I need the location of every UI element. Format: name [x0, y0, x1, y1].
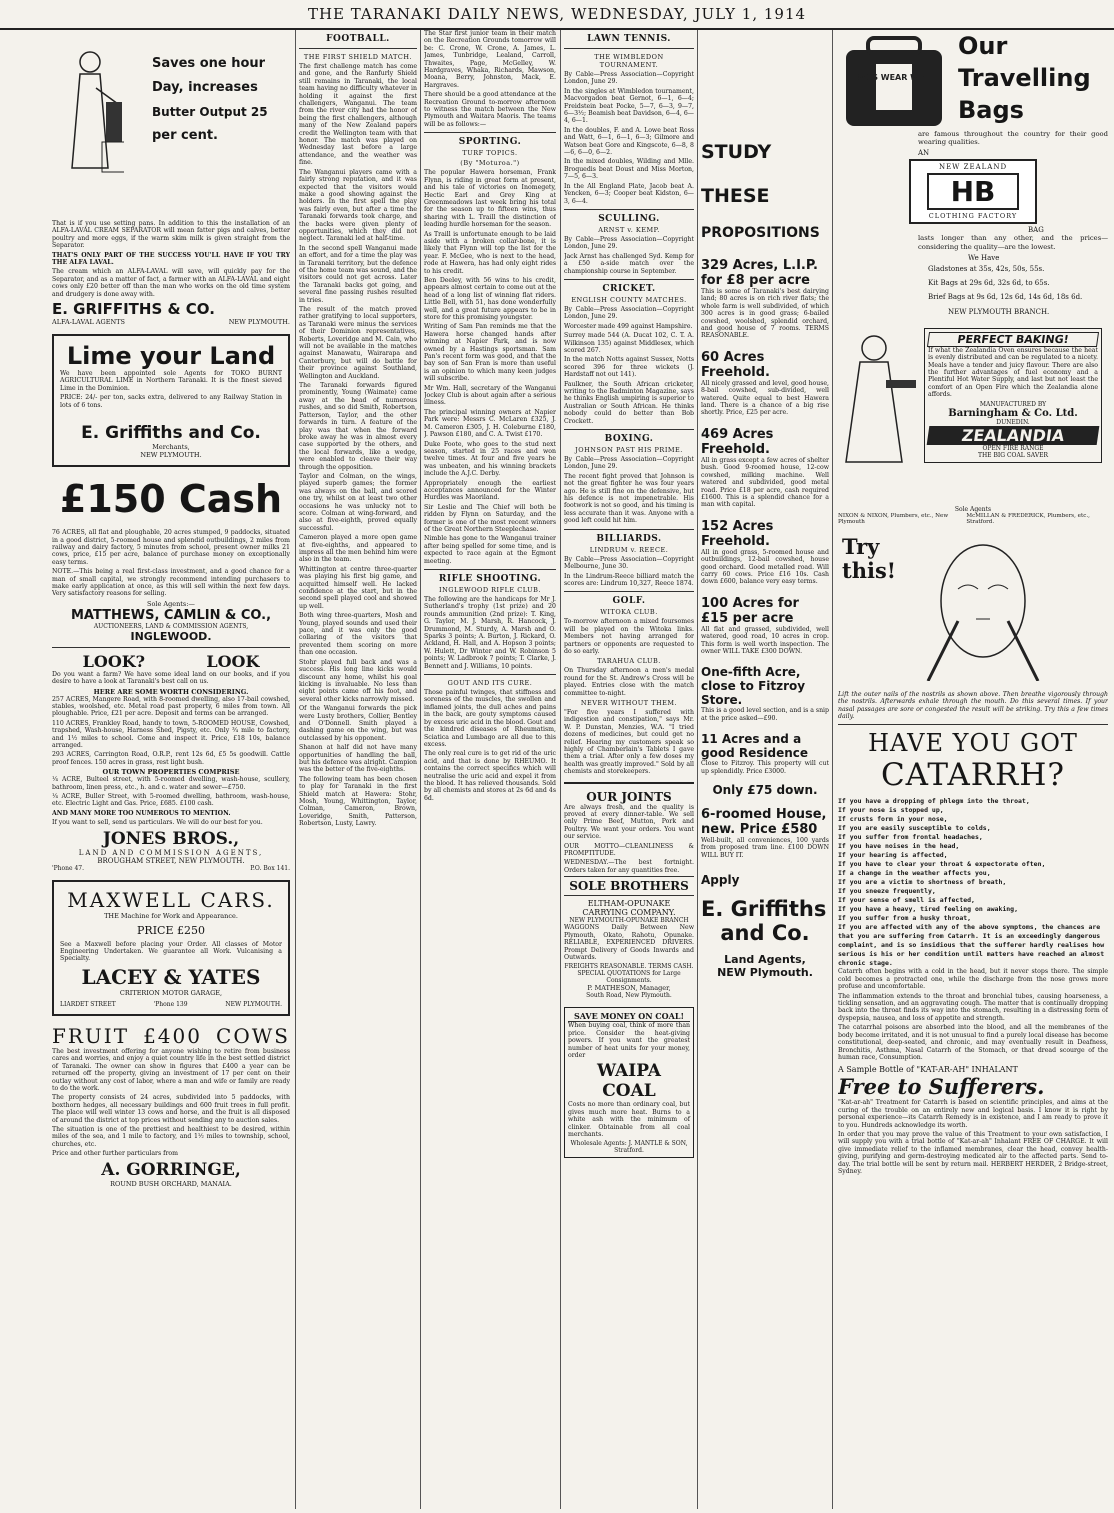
- symptom-line: If a change in the weather affects you,: [838, 869, 991, 878]
- football-para-1: The first challenge match has come and gone, and the Ranfurly Shield still remains in Taranaki, the local team having no difficulty whatever in holding it against the first challengers, Wanganui. The team from the river city had the honor of being the first challengers, although many of the New Zealand papers credit the Wellington team with that honor. The match was played on Wednesday last before a large attendance, and the weather was fine.: [299, 63, 417, 167]
- listing-8-head: 6-roomed House, new. Price £580: [701, 807, 827, 837]
- symptom-line: If your nose is stopped up,: [838, 806, 944, 815]
- bags-title-2: Travelling: [958, 64, 1091, 92]
- column-rule: [295, 30, 296, 1509]
- symptom-line: If you have noises in the head,: [838, 842, 960, 851]
- catarrh-para-1: Catarrh often begins with a cold in the head, but it never stops there. The simple cold becomes a protracted one, while the discharge from the nose grows more profuse and uncomfortable.: [838, 968, 1108, 991]
- wimbledon-heading: THE WIMBLEDON TOURNAMENT.: [594, 53, 664, 69]
- catarrh-title: CATARRH?: [880, 757, 1066, 794]
- symptom-line: If your hearing is affected,: [838, 851, 948, 860]
- bags-bag-word: BAG: [1028, 226, 1044, 235]
- separator-headline-4: per cent.: [152, 128, 218, 143]
- bags-an: AN: [918, 149, 930, 158]
- jones-phone: 'Phone 47.: [52, 864, 85, 872]
- freights: FREIGHTS REASONABLE. TERMS CASH.: [564, 963, 694, 971]
- zealandia-mcmillan: McMILLAN & FREDERICK, Plumbers, etc., Stratford.: [966, 512, 1090, 525]
- cricket-para-2: Worcester made 499 against Hampshire.: [564, 322, 693, 330]
- turf-para-4: Writing of Sam Pan reminds me that the Hawera horse changed hands after winning at Napier Park, and is now owned by a Hastings sportsman. Sam Pan's recent form was good, and that the bay son of San Fran is more than useful is an opinion to which many keen judges will subscribe.: [424, 323, 556, 383]
- maxwell-phone: 'Phone 139: [153, 1000, 188, 1008]
- column-3: [424, 30, 556, 1508]
- apply-word: Apply: [701, 873, 740, 888]
- turf-para-8: Appropriately enough the earliest acceptances announced for the Winter Hurdles was Maoriland.: [424, 479, 556, 502]
- griffiths-firm-2: and Co.: [720, 921, 810, 946]
- listing-1-head: 329 Acres, L.I.P. for £8 per acre: [701, 258, 818, 288]
- listing-4-head: 152 Acres Freehold.: [701, 518, 774, 549]
- football-para-5: The Taranaki forwards figured prominently, Young (Waimate) came away at the head of numerous rushes, and so did Smith, Robertson, Patterson, Taylor, and the other forwards in turn. A feature of the play was that when the forward broke away he was in almost every case supported by the others, and the local forwards, like a wedge, were enabled to cleave their way through the opposition.: [299, 382, 417, 471]
- separator-text-2: THAT'S ONLY PART OF THE SUCCESS YOU'LL HAVE IF YOU TRY THE ALFA LAVAL.: [52, 251, 290, 267]
- look-listing-1: 257 ACRES, Mangere Road, with 8-roomed dwelling, also 17-bail cowshed, stables, woolshed, etc. Metal road past property, 6 miles from town. All ploughable. Price, £21 per acre. Deposit and terms can be arranged.: [52, 695, 290, 718]
- free-to-sufferers: Free to Sufferers.: [838, 1074, 1045, 1100]
- maxwell-text: See a Maxwell before placing your Order. All classes of Motor Engineering Undertaken. We guarantee all Work. Vulcanising a Specialty.: [60, 940, 282, 963]
- special-quotes: SPECIAL QUOTATIONS for Large Consignments.: [577, 970, 681, 985]
- column-rule: [832, 30, 833, 1509]
- never-without-heading: NEVER WITHOUT THEM.: [580, 698, 678, 707]
- woman-baking-illustration: [838, 326, 918, 466]
- tarahua-heading: TARAHUA CLUB.: [597, 657, 661, 666]
- nostril-demo-illustration: [918, 531, 1048, 681]
- joints-para: Are always fresh, and the quality is proved at every dinner-table. We sell only Prime Beef, Mutton, Pork and Poultry. We want your orders. You want our service.: [564, 803, 694, 841]
- maxwell-firm: LACEY & YATES: [81, 964, 261, 989]
- cash-town: INGLEWOOD.: [130, 629, 212, 643]
- fruit-word-3: COWS: [216, 1023, 290, 1048]
- bags-we-have: We Have: [968, 253, 1000, 262]
- football-para-10: Stohr played full back and was a success. His long line kicks would discount any home, whilst his goal kicking is invaluable. No less than eight points came off his foot, and several other kicks narrowly missed.: [299, 658, 417, 703]
- zealandia-maker: Barningham & Co. Ltd.: [948, 407, 1078, 419]
- joints-title: OUR JOINTS: [586, 789, 672, 804]
- fruit-text-1: The best investment offering for anyone wishing to retire from business cares and worries, and enjoy a quiet country life in the best settled district of Taranaki. The owner can show in figures that £400 a year can be returned off the property, giving an investment of 17 per cent on their outlay without any cost of labor, where a man and wife or family are ready to do the work.: [52, 1047, 290, 1092]
- junior-team-para: The Star first junior team in their match on the Recreation Grounds tomorrow will be: C. Crone, W. Crone, A. James, L. James, Tunbridge, Lealand, Carroll, Thwaites, Page, McGelley, W. Hardgraves, Whaka, Richards, Mawson, Moana, Berry, Johnston, Mack, E. Hargraves.: [424, 30, 556, 89]
- symptom-line: If your sense of smell is affected,: [838, 896, 975, 905]
- look-intro: Do you want a farm? We have some ideal land on our books, and if you desire to have a look at Taranaki's best call on us.: [52, 670, 290, 686]
- separator-agents: ALFA-LAVAL AGENTS: [52, 318, 125, 327]
- bags-text-2: lasts longer than any other, and the prices—considering the quality—are the lowest.: [918, 234, 1108, 251]
- perfect-baking: PERFECT BAKING!: [927, 332, 1099, 347]
- johnson-heading: JOHNSON PAST HIS PRIME.: [575, 446, 683, 455]
- cash-text-1: 76 ACRES, all flat and ploughable, 20 acres stumped, 9 paddocks, situated in a good district, 5-roomed house and splendid outbuildings, 2 miles from railway and dairy factory, 5 minutes from school, present owner milks 21 cows, price, £15 per acre, balance of purchase money on exceptionally easy terms.: [52, 529, 290, 566]
- gorringe-address: ROUND BUSH ORCHARD, MANAIA.: [110, 1179, 232, 1188]
- separator-town: NEW PLYMOUTH.: [228, 318, 290, 327]
- cash-text-2: NOTE.—This being a real first-class investment, and a good chance for a man of small capital, we strongly recommend intending purchasers to make early application at once, as this will sell within the next few days. Very satisfactory reasons for selling.: [52, 568, 290, 598]
- eltham-address: South Road, New Plymouth.: [586, 992, 672, 1000]
- football-para-6: Taylor and Colman, on the wings, played superb games; the former was always on the ball, and scored one try, whilst on at least two other occasions he was unlucky not to score. Colman at wing-forward, and also at five-eighth, proved equally successful.: [299, 472, 417, 532]
- jones-firm: JONES BROS.,: [102, 828, 240, 849]
- shield-heading: THE FIRST SHIELD MATCH.: [303, 53, 413, 61]
- lime-text-2: PRICE: 24/- per ton, sacks extra, delivered to any Railway Station in lots of 6 tons.: [60, 394, 282, 409]
- hb-logo-mark: HB: [927, 173, 1019, 210]
- wagons-para: WAGGONS Daily Between New Plymouth, Okato, Rahotu, Opunake. RELIABLE, EXPERIENCED DRIVERS. Prompt Delivery of Goods Inwards and Outwards.: [564, 924, 694, 961]
- sporting-heading: SPORTING.: [458, 137, 522, 148]
- inglewood-rifle-heading: INGLEWOOD RIFLE CLUB.: [439, 586, 541, 594]
- bags-list-3: Brief Bags at 9s 6d, 12s 6d, 14s 6d, 18s 6d.: [928, 292, 1083, 301]
- gorringe-firm: A. GORRINGE,: [101, 1159, 241, 1180]
- coal-para-2: Costs no more than ordinary coal, but gives much more heat. Burns to a white ash with the minimum of clinker. Obtainable from all coal merchants.: [568, 1101, 690, 1138]
- catarrh-para-5: In order that you may prove the value of this Treatment to your own satisfaction, I will supply you with a trial bottle of "Kat-ar-ah" Inhalant FREE OF CHARGE. It will give immediate relief to the inflamed membranes, clear the head, convey health-giving, purifying and germ-destroying medicated air to the affected parts. Send to-day. The trial bottle will be sent by return mail. HERBERT HERDER, 2 Bridge-street, Sydney.: [838, 1130, 1108, 1175]
- look-listing-4: ¼ ACRE, Bulteel street, with 5-roomed dwelling, wash-house, scullery, bathroom, linen press, etc., h. and c. water and sewer—£750.: [52, 776, 290, 791]
- football-para-7: Cameron played a more open game at five-eighths, and appeared to impress all the men behind him were also in the team.: [299, 534, 417, 564]
- separator-text-1: That is if you use setting pans. In addition to this the installation of an ALFA-LAVAL CREAM SEPARATOR will mean fatter pigs and calves, better poultry and more eggs, if the warm skim milk is given straight from the Separator.: [52, 220, 290, 250]
- symptom-line: If you are easily susceptible to colds,: [838, 824, 991, 833]
- maxwell-ad: [52, 880, 290, 1016]
- waipa-coal-ad: [564, 1007, 694, 1158]
- listing-5-text: All flat and grassed, subdivided, well watered, good road, 10 acres in crop. This form is well worth inspection. The owner WILL TAKE £300 DOWN.: [701, 625, 829, 655]
- sculling-para-2: Jack Arnst has challenged Syd. Kemp for a £50 a-side match over the championship course in September.: [564, 252, 694, 275]
- cricket-para-5: Faulkner, the South African cricketer, writing to the Badminton Magazine, says he thinks English umpiring is superior to Australian or South African. He thinks nobody could do better than Bob Crockett.: [564, 380, 694, 425]
- tennis-para-4: In the mixed doubles, Wilding and Mlle. Broquedis beat Doust and Miss Morton, 7—5, 6—3.: [564, 158, 694, 181]
- have-you-got: HAVE YOU GOT: [868, 729, 1078, 758]
- zealandia-ad: [838, 326, 1108, 476]
- cricket-heading: CRICKET.: [602, 283, 656, 294]
- separator-headline-3: Butter Output 25: [152, 105, 268, 119]
- cash-role: AUCTIONEERS, LAND & COMMISSION AGENTS,: [93, 622, 249, 630]
- football-para-9: Both wing three-quarters, Mosh and Young, played sounds and used their pace, and it was only the good collaring of the visitors that prevented them scoring on more than one occasion.: [299, 612, 417, 657]
- bags-title-1: Our: [958, 32, 1008, 60]
- joints-motto: OUR MOTTO—CLEANLINESS & PROMPTITUDE.: [564, 842, 694, 858]
- coal-title: WAIPA COAL: [597, 1061, 661, 1102]
- column-5: [701, 30, 829, 1508]
- symptom-line: If you are a victim to shortness of breath,: [838, 878, 1007, 887]
- lime-town: NEW PLYMOUTH.: [140, 451, 202, 460]
- turf-para-5: Mr Wm. Hall, secretary of the Wanganui Jockey Club is about again after a serious illness.: [424, 384, 556, 407]
- cricket-para-3: Surrey made 544 (A. Ducat 102, C. T. A. Wilkinson 135) against Middlesex, which scored 267.: [564, 332, 694, 354]
- catarrh-para-3: The catarrhal poisons are absorbed into the blood, and all the membranes of the body become irritated, and it is not unusual to find a purely local disease has become constitutional, deep-seated, and chronic, and may eventually result in Deafness, Bronchitis, Asthma, Nasal Catarrh of the Stomach, or that dread scourge of the human race, Consumption.: [838, 1024, 1108, 1061]
- turf-para-9: Sir Leslie and The Chief will both be ridden by Flynn on Saturday, and the former is one of the most recent winners of the Great Northern Steeplechase.: [424, 503, 556, 533]
- fruit-text-3: The situation is one of the prettiest and healthiest to be desired, within miles of the sea, and 1 mile to factory, and 1½ miles to township, school, churches, etc.: [52, 1125, 290, 1148]
- jones-box: P.O. Box 141.: [250, 864, 290, 872]
- woman-at-separator-illustration: [56, 48, 124, 178]
- coal-top: SAVE MONEY ON COAL!: [568, 1011, 690, 1022]
- turf-para-6: The principal winning owners at Napier Park were: Messrs C. McLaren £325, J. M. Cameron £305, J. H. Coleburne £180, J. Pawson £180, and C. A. Twist £170.: [424, 408, 556, 439]
- maxwell-town: NEW PLYMOUTH.: [225, 1000, 282, 1008]
- bags-branch: NEW PLYMOUTH BRANCH.: [948, 307, 1050, 316]
- gout-para-1: Those painful twinges, that stiffness and soreness of the muscles, the swollen and inflamed joints, the dull aches and pains in the back, are gouty symptoms caused by excess uric acid in the blood. Gout and the kindred diseases of Rheumatism, Sciatica and Lumbago are all due to this excess.: [424, 689, 556, 748]
- look-subhead-2: OUR TOWN PROPERTIES COMPRISE: [102, 768, 240, 777]
- listing-6-head: One-fifth Acre, close to Fitzroy Store.: [701, 665, 806, 708]
- gout-heading: GOUT AND ITS CURE.: [447, 679, 533, 688]
- billiards-heading: BILLIARDS.: [596, 533, 662, 544]
- look-listing-6: AND MANY MORE TOO NUMEROUS TO MENTION.: [52, 809, 231, 817]
- catarrh-sample: A Sample Bottle of "KAT-AR-AH" INHALANT: [838, 1065, 1018, 1075]
- coal-agents: Wholesale Agents: J. MANTLE & SON, Stratford.: [570, 1140, 688, 1155]
- billiards-para-1: By Cable—Press Association—Copyright Melbourne, June 30.: [564, 555, 694, 571]
- tennis-para-3: In the doubles, F. and A. Lowe beat Ross and Watt, 6—1, 6—1, 6—3; Gilmore and Watson beat Gore and Kingscote, 6—8, 8—6, 6—0, 6—2.: [564, 126, 694, 157]
- boxing-heading: BOXING.: [604, 434, 654, 445]
- column-1: [52, 30, 290, 1508]
- boxing-para-1: By Cable—Press Association—Copyright London, June 29.: [564, 456, 694, 471]
- cricket-para-1: By Cable—Press Association—Copyright London, June 29.: [564, 305, 694, 321]
- jones-address: BROUGHAM STREET, NEW PLYMOUTH.: [97, 856, 245, 865]
- zealandia-big-saver: THE BIG COAL SAVER: [977, 451, 1049, 459]
- bags-list-2: Kit Bags at 29s 6d, 32s 6d, to 65s.: [928, 278, 1050, 287]
- separator-ad: [52, 30, 290, 220]
- football-para-2: The Wanganui players came with a fairly strong reputation, and it was expected that the visitors would make a good showing against the holders. In the first spell the play was fairly even, but after a time the Taranaki forwards took charge, and the backs were given plenty of opportunities, which they did not neglect. Taranaki led at half-time.: [299, 168, 417, 243]
- zealandia-sole: Sole Agents: [954, 505, 992, 513]
- column-rule: [697, 30, 698, 1509]
- symptom-line: If you have to clear your throat & expectorate often,: [838, 860, 1046, 869]
- maxwell-garage: CRITERION MOTOR GARAGE,: [119, 988, 223, 997]
- tennis-para-5: In the All England Plate, Jacob beat A. Yencken, 6—3; Cooper beat Kidston, 6—3, 6—4.: [564, 182, 694, 205]
- cash-sole-agents: Sole Agents:—: [147, 599, 195, 608]
- separator-headline-1: Saves one hour: [152, 56, 266, 71]
- football-para-11: Of the Wanganui forwards the pick were Lusty brothers, Collier, Bentley and O'Donnell. Smith played a dashing game on the wing, but was outclassed by his opponent.: [299, 705, 417, 742]
- zealandia-name: ZEALANDIA: [927, 426, 1100, 445]
- listing-5-head: 100 Acres for £15 per acre: [701, 595, 799, 626]
- try-this: Try this!: [842, 533, 896, 583]
- listing-4-text: All in good grass, 5-roomed house and outbuildings, 12-bail cowshed, house good orchard. Good metalled road. Will carry 60 cows. Price £16 10s. Cash down £600, balance very easy terms.: [701, 548, 829, 586]
- listing-7-head: 11 Acres and a good Residence: [701, 732, 809, 761]
- sculling-heading: SCULLING.: [598, 213, 660, 224]
- listing-3-text: All in grass except a few acres of shelter bush. Good 9-roomed house, 12-cow cowshed, milking machine. Well watered and subdivided, good metal road. Price £18 per acre, cash required £1600. This is a splendid chance for a man with capital.: [701, 456, 829, 509]
- look-listing-7: If you want to sell, send us particulars. We will do our best for you.: [52, 819, 263, 827]
- eltham-company: ELTHAM-OPUNAKE CARRYING COMPANY.: [582, 899, 676, 918]
- column-rule: [560, 30, 561, 1509]
- tennis-para-1: By Cable—Press Association—Copyright London, June 29.: [564, 71, 694, 86]
- column-2: [299, 30, 417, 1508]
- fruit-word-1: FRUIT: [52, 1023, 130, 1048]
- witoka-heading: WITOKA CLUB.: [600, 608, 658, 617]
- maxwell-title: MAXWELL CARS.: [67, 887, 275, 912]
- never-without-para: "For five years I suffered with indigestion and constipation," says Mr. W. P. Dunstan, Menzies, W.A. "I tried dozens of medicines, but could get no relief. Hearing my customers speak so highly of Chamberlain's Tablets I gave them a trial. After only a few doses my health was greatly improved." Sold by all chemists and storekeepers.: [564, 708, 694, 776]
- listing-2-head: 60 Acres Freehold.: [701, 349, 770, 380]
- lime-ad: [52, 334, 290, 467]
- sole-brothers: SOLE BROTHERS: [564, 876, 694, 896]
- jones-role: LAND AND COMMISSION AGENTS,: [78, 848, 264, 857]
- griffiths-town: NEW Plymouth.: [717, 966, 813, 980]
- tennis-heading: LAWN TENNIS.: [587, 34, 671, 44]
- travelling-bag-illustration: [838, 30, 950, 130]
- county-heading: ENGLISH COUNTY MATCHES.: [571, 295, 687, 304]
- zealandia-nixon: NIXON & NIXON, Plumbers, etc., New Plymouth: [838, 512, 949, 525]
- column-rule: [420, 30, 421, 1509]
- look-heading-2: LOOK: [206, 651, 260, 671]
- listing-7-cash: Only £75 down.: [712, 783, 818, 797]
- look-listing-5: ¼ ACRE, Buller Street, with 5-roomed dwelling, bathroom, wash-house, etc. Electric Light and Gas. Price, £685. £100 cash.: [52, 793, 290, 808]
- sculling-para-1: By Cable—Press Association—Copyright London, June 29.: [564, 235, 694, 251]
- hb-logo-top: NEW ZEALAND: [938, 163, 1008, 172]
- rifle-heading: RIFLE SHOOTING.: [438, 574, 542, 584]
- listing-7-text: Close to Fitzroy. This property will cut up splendidly. Price £3000.: [701, 760, 829, 775]
- zealandia-text: If what the Zealandia Oven ensures because the heat is evenly distributed and can be regulated to a nicety. Meals have a tender and juicy flavour. There are also the further advantages of fuel economy and a Plentiful Hot Water Supply, and last but not least the comfort of an Open Fire which the Zealandia alone affords.: [928, 346, 1098, 399]
- gout-para-2: The only real cure is to get rid of the uric acid, and that is done by RHEUMO. It contains the correct specifics which will neutralise the uric acid and expel it from the blood. It has relieved thousands. Sold by all chemists and stores at 2s 6d and 4s 6d.: [424, 750, 556, 802]
- listing-2-text: All nicely grassed and level, good house, 8-bail cowshed, sub-divided, well watered. Quite equal to best Hawera land. There is a chance of a big rise shortly. Price, £25 per acre.: [701, 379, 829, 417]
- boxing-para-2: The recent fight proved that Johnson is not the great fighter he was four years ago. He is still fine on the defensive, but his defence is not impenetrable. His footwork is not so good, and his timing is less accurate than it was. Anyone with a good left could hit him.: [564, 472, 694, 525]
- fruit-text-2: The property consists of 24 acres, subdivided into 5 paddocks, with boxthorn hedges, all necessary buildings and 600 fruit trees in full profit. The place will well winter 13 cows and horse, and the fruit is all disposed of around the district at top prices without sending any to auction sales.: [52, 1094, 290, 1124]
- catarrh-para-2: The inflammation extends to the throat and bronchial tubes, causing hoarseness, a tickling sensation, and an aggravating cough. The matter that is continually dropping back into the throat finds its way into the stomach, resulting in a distressing form of dyspepsia, nausea, and loss of appetite and strength.: [838, 992, 1108, 1022]
- symptom-line: If you suffer from a husky throat,: [838, 914, 972, 923]
- bags-list-1: Gladstones at 35s, 42s, 50s, 55s.: [928, 264, 1045, 273]
- symptom-line: If you suffer from frontal headaches,: [838, 833, 983, 842]
- separator-firm: E. GRIFFITHS & CO.: [52, 300, 215, 319]
- turf-para-1: The popular Hawera horseman, Frank Flynn, is riding in great form at present, and his tale of victories on Inomegety, Hectic Earl and Grey King at Greenmeadows last week bring his total for the season up to fifteen wins, thus sharing with L. Traill the distinction of leading hurdle horseman for the season.: [424, 169, 556, 229]
- separator-text-3: The cream which an ALFA-LAVAL will save, will quickly pay for the Separator, and as a matter of fact, a farmer with an ALFA-LAVAL and eight cows only £20 better off than the man who works on the old time system and drudgery is done away with.: [52, 268, 290, 298]
- maxwell-price: PRICE £250: [137, 923, 205, 937]
- listing-1-text: This is some of Taranaki's best dairying land; 80 acres is on rich river flats; the whole farm is well subdivided, of which 300 acres is in good grass; 6-bailed cowshed, woolshed, splendid orchard, and good house of 7 rooms. TERMS REASONABLE.: [701, 288, 829, 340]
- listing-6-text: This is a good level section, and is a snip at the price asked—£90.: [701, 707, 829, 722]
- study-word: STUDY: [701, 141, 772, 163]
- football-para-13: The following team has been chosen to play for Taranaki in the first Shield match at Hawera: Stohr, Mosh, Young, Whittington, Taylor, Colman, Cameron, Brown, Loveridge, Smith, Patterson, Robertson, Lusty, Lawry.: [299, 775, 417, 828]
- lime-firm: E. Griffiths and Co.: [81, 423, 261, 444]
- turf-para-2: As Traill is unfortunate enough to be laid aside with a broken collar-bone, it is likely that Flynn will top the list for the year. F. McGee, who is next to the head, rode at Hawera, has had only eight rides to his credit.: [424, 230, 556, 275]
- fruit-word-2: £400: [143, 1023, 202, 1048]
- cash-title: £150 Cash: [59, 477, 283, 522]
- football-heading: FOOTBALL.: [326, 34, 390, 44]
- fruit-text-4: Price and other further particulars from: [52, 1150, 179, 1158]
- lime-title: Lime your Land: [66, 342, 276, 371]
- maori-match-para: There should be a good attendance at the Recreation Ground to-morrow afternoon to witness the match between the New Plymouth and Waitara Maoris. The teams will be as follows:—: [424, 91, 556, 128]
- griffiths-firm-1: E. Griffiths: [701, 897, 827, 922]
- turf-para-10: Nimble has gone to the Wanganui trainer after being spelled for some time, and is expected to race again at the Egmont meeting.: [424, 535, 556, 565]
- billiards-para-2: In the Lindrum-Reece billiard match the scores are: Lindrum 10,327, Reece 1874.: [564, 572, 694, 587]
- symptom-line: If you sneeze frequently,: [838, 887, 936, 896]
- try-this-ad: [838, 531, 1108, 691]
- look-heading-1: LOOK?: [82, 651, 146, 671]
- masthead-title: THE TARANAKI DAILY NEWS, WEDNESDAY, JULY 1, 1914: [307, 5, 807, 23]
- eltham-manager: P. MATHESON, Manager,: [587, 984, 671, 993]
- zealandia-range: OPEN FIRE RANGE: [982, 444, 1044, 452]
- catarrh-para-4: "Kat-ar-ah" Treatment for Catarrh is based on scientific principles, and aims at the curing of the trouble on an entirely new and logical basis. I know it is right by personal experience—its Catarrh Remedy is in existence, and I am ready to prove it to you. Hundreds acknowledge its worth.: [838, 1099, 1108, 1129]
- bags-ad: [838, 30, 1108, 130]
- turf-para-3: Ben Deeley, with 56 wins to his credit, appears almost certain to come out at the head of a long list of winning flat riders. Little Bell, with 51, has done wonderfully well, and a great future appears to be in store for this promising youngster.: [424, 276, 556, 321]
- cash-firm: MATTHEWS, CAMLIN & CO.,: [70, 607, 272, 623]
- griffiths-role: Land Agents,: [724, 953, 806, 967]
- football-para-12: Shanon at half did not have many opportunities of handling the ball, but his defence was alright. Campion was the better of the five-eighths.: [299, 744, 417, 774]
- golf-para-1: To-morrow afternoon a mixed foursomes will be played on the Witoka links. Members not having arranged for partners or opponents are requested to do so early.: [564, 618, 694, 655]
- lindrum-heading: LINDRUM v. REECE.: [589, 545, 669, 554]
- joints-wednesday: WEDNESDAY.—The best fortnight. Orders taken for any quantities free.: [564, 859, 694, 874]
- look-listing-3: 293 ACRES, Carrington Road, O.R.P., rent 12s 6d, £5 5s goodwill. Cattle proof fences. 150 acres in grass, rest light bush.: [52, 751, 290, 766]
- golf-heading: GOLF.: [612, 596, 646, 607]
- maxwell-street: LIARDET STREET: [60, 1000, 116, 1008]
- column-6: [838, 30, 1108, 1508]
- zealandia-dunedin: DUNEDIN.: [996, 418, 1030, 426]
- look-listing-2: 110 ACRES, Frankley Road, handy to town, 5-ROOMED HOUSE, Cowshed, trapshed, Wash-house, Harness Shed, Pigsty, etc. Only ¾ mile to factory, and 1½ miles to school. Come and inspect it. Price, £18 10s, balance arranged.: [52, 719, 290, 749]
- maxwell-sub: THE Machine for Work and Appearance.: [104, 911, 238, 920]
- zealandia-mfd: MANUFACTURED BY: [979, 400, 1047, 408]
- football-para-3: In the second spell Wanganui made an effort, and for a time the play was in Taranaki territory, but the defence of the home team was sound, and the visitors could not get across. Later the Taranaki backs got going, and several fine passing rushes resulted in tries.: [299, 244, 417, 304]
- lime-text-1: We have been appointed sole Agents for TOKO BURNT AGRICULTURAL LIME in Northern Taranaki. It is the finest sieved Lime in the Dominion.: [60, 370, 282, 392]
- symptom-line: If crusts form in your nose,: [838, 815, 948, 824]
- separator-headline-2: Day, increases: [152, 80, 258, 95]
- symptom-list: [838, 797, 1108, 968]
- try-caption: Lift the outer nails of the nostrils as shown above. Then breathe vigorously through the nostrils. Afterwards exhale through the mouth. Do this several times. If your nasal passages are sore or congested the result will be striking. Try this a few times daily.: [838, 690, 1108, 721]
- these-word: THESE: [701, 185, 770, 207]
- masthead: [0, 0, 1114, 30]
- lime-merchants: Merchants,: [152, 443, 190, 452]
- rifle-para: The following are the handicaps for Mr J. Sutherland's trophy (1st prize) and 20 rounds ammunition (2nd prize): T. King, G. Taylor, M. J. Marsh, R. Hancock, J. Drummond, M. Sturdy, A. Marsh and O. Sparks 3 points; A. Burton, J. Rickard, O. Ackland, H. Hall, and A. Hopson 3 points; W. Hulett, Dr Winter and W. Robinson 5 points; W. Ladbrook 7 points; T. Clarke, J. Bennett and J. Williams, 10 points.: [424, 596, 556, 670]
- eltham-branch: NEW PLYMOUTH-OPUNAKE BRANCH: [569, 917, 689, 925]
- football-para-8: Whittington at centre three-quarter was playing his first big game, and acquitted himself well. He lacked confidence at the start, but in the second spell played cool and showed up well.: [299, 565, 417, 610]
- turf-para-7: Duke Foote, who goes to the stud next season, started in 25 races and won twelve times. At four and five years he was unbeaten, and his winning brackets include the A.J.C. Derby.: [424, 440, 556, 478]
- coal-para: When buying coal, think of more than price. Consider the heat-giving powers. If you want the greatest number of heat units for your money, order: [568, 1022, 690, 1059]
- football-para-4: The result of the match proved rather gratifying to local supporters, as Taranaki were minus the services of their Dominion representatives, Roberts, Loveridge and M. Cain, who will not be available in the matches against Manawatu, Wairarapa and Canterbury, but will do battle for their province against Southland, Wellington and Auckland.: [299, 306, 417, 380]
- symptom-line: If you are affected with any of the above symptoms, the chances are that you are suffering from Catarrh. It is an exceedingly dangerous complaint, and is so insidious that the sufferer hardly realises how serious is his or her condition until matters have reached an almost chronic stage.: [838, 923, 1105, 968]
- tennis-para-2: In the singles at Wimbledon tournament, Macvorgadon beat Gernot, 6—1, 6—4; Freidstein beat Pocke, 5—7, 6—3, 9—7, 6—3½; Beamish beat Davidson, 6—4, 6—4, 6—1.: [564, 87, 694, 125]
- golf-para-2: On Thursday afternoon a men's medal round for the St. Andrew's Cross will be played. Entries close with the match committee to-night.: [564, 667, 694, 697]
- symptom-line: If you have a heavy, tired feeling on awaking,: [838, 905, 1019, 914]
- column-4: [564, 30, 694, 1508]
- arnst-heading: ARNST v. KEMP.: [598, 225, 660, 234]
- cricket-para-4: In the match Notts against Sussex, Notts scored 396 for three wickets (J. Hardstaff not out 141).: [564, 356, 694, 379]
- bags-text-1: are famous throughout the country for their good wearing qualities.: [918, 130, 1108, 147]
- listing-3-head: 469 Acres Freehold.: [701, 426, 774, 457]
- look-subhead: HERE ARE SOME WORTH CONSIDERING.: [93, 687, 249, 696]
- turf-heading: TURF TOPICS.: [462, 149, 518, 158]
- propositions-word: PROPOSITIONS: [701, 225, 820, 241]
- hb-logo-bottom: CLOTHING FACTORY: [928, 212, 1018, 221]
- bags-label: BAGS WEAR WELL: [853, 73, 935, 82]
- hb-logo: [909, 159, 1037, 224]
- turf-byline: (By "Moturoa."): [460, 159, 520, 168]
- bags-title-3: Bags: [958, 96, 1024, 124]
- symptom-line: If you have a dropping of phlegm into the throat,: [838, 797, 1030, 806]
- listing-8-text: Well-built, all conveniences, 100 yards from proposed tram line. £100 DOWN WILL BUY IT.: [701, 837, 829, 859]
